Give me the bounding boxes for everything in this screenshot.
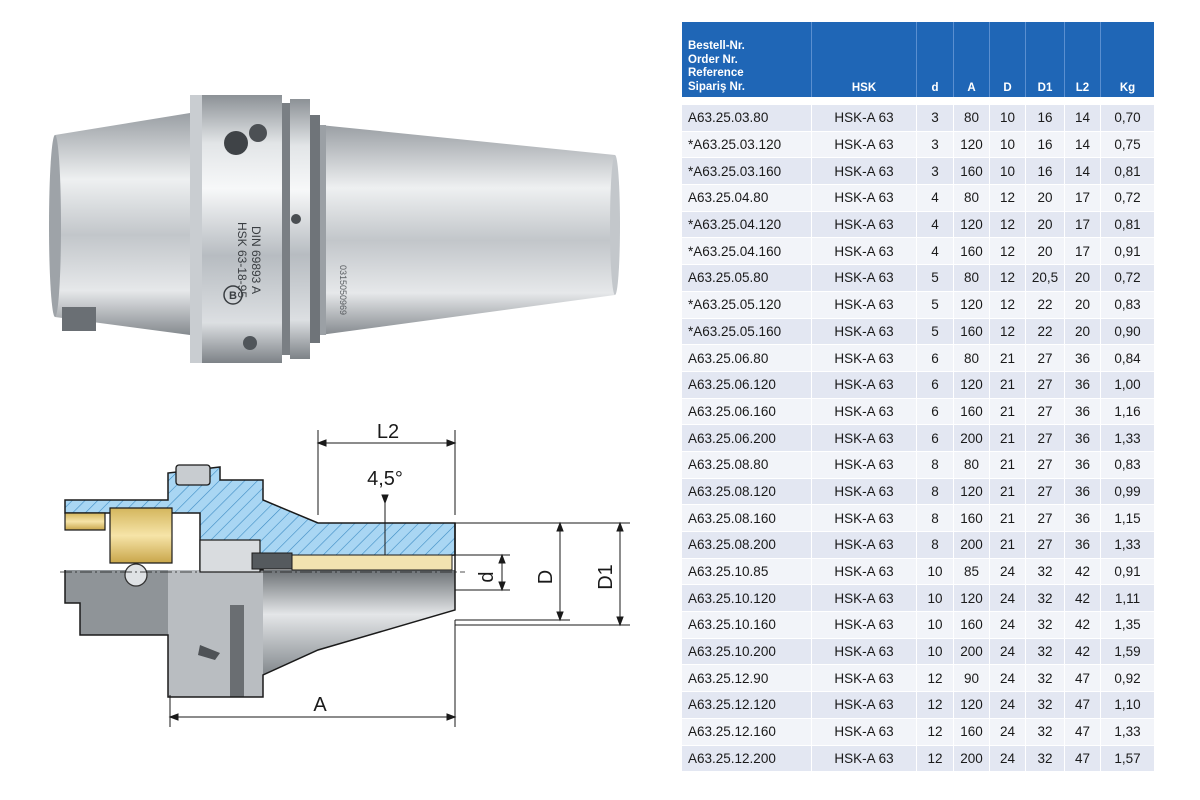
cell-kg: 0,90 — [1101, 319, 1154, 346]
cell-D1: 27 — [1026, 479, 1065, 506]
cell-hsk: HSK-A 63 — [812, 452, 917, 479]
cell-L2: 36 — [1065, 479, 1101, 506]
cell-hsk: HSK-A 63 — [812, 532, 917, 559]
cell-A: 80 — [954, 345, 990, 372]
table-row — [682, 292, 1154, 319]
cell-D: 21 — [990, 399, 1026, 426]
cell-hsk: HSK-A 63 — [812, 692, 917, 719]
cell-D: 21 — [990, 425, 1026, 452]
table-row — [682, 425, 1154, 452]
cell-D: 21 — [990, 479, 1026, 506]
cell-L2: 42 — [1065, 639, 1101, 666]
cell-D1: 16 — [1026, 97, 1065, 132]
cell-D1: 32 — [1026, 639, 1065, 666]
cell-kg: 0,99 — [1101, 479, 1154, 506]
cell-A: 160 — [954, 238, 990, 265]
cell-hsk: HSK-A 63 — [812, 238, 917, 265]
cell-d: 10 — [917, 559, 954, 586]
cell-L2: 36 — [1065, 399, 1101, 426]
cell-D1: 27 — [1026, 532, 1065, 559]
table-row — [682, 505, 1154, 532]
cell-D: 21 — [990, 505, 1026, 532]
hsk-shank — [55, 113, 190, 335]
cell-kg: 1,57 — [1101, 746, 1154, 773]
cell-A: 120 — [954, 212, 990, 239]
cell-D1: 32 — [1026, 585, 1065, 612]
cell-kg: 0,81 — [1101, 212, 1154, 239]
cell-D: 10 — [990, 158, 1026, 185]
cell-reference: A63.25.06.120 — [682, 372, 812, 399]
cell-D1: 32 — [1026, 719, 1065, 746]
cell-kg: 0,84 — [1101, 345, 1154, 372]
cell-L2: 14 — [1065, 158, 1101, 185]
cell-L2: 20 — [1065, 319, 1101, 346]
cell-A: 80 — [954, 97, 990, 132]
header-A: A — [954, 22, 990, 97]
cell-L2: 20 — [1065, 292, 1101, 319]
cell-L2: 17 — [1065, 185, 1101, 212]
engraving-line1: HSK 63-18-95 — [235, 221, 249, 299]
cell-A: 120 — [954, 132, 990, 159]
cell-A: 160 — [954, 612, 990, 639]
cell-D: 24 — [990, 692, 1026, 719]
cell-L2: 36 — [1065, 425, 1101, 452]
cell-reference: A63.25.12.120 — [682, 692, 812, 719]
cell-L2: 17 — [1065, 238, 1101, 265]
header-reference — [682, 22, 812, 97]
cell-A: 160 — [954, 158, 990, 185]
cell-L2: 47 — [1065, 692, 1101, 719]
cell-d: 8 — [917, 452, 954, 479]
cell-A: 200 — [954, 425, 990, 452]
cell-reference: A63.25.08.160 — [682, 505, 812, 532]
table-row — [682, 452, 1154, 479]
nose-end-face — [610, 155, 620, 295]
cell-L2: 36 — [1065, 345, 1101, 372]
header-D1: D1 — [1026, 22, 1065, 97]
cell-reference: A63.25.12.200 — [682, 746, 812, 773]
cell-L2: 42 — [1065, 559, 1101, 586]
cell-D: 12 — [990, 265, 1026, 292]
cell-reference: A63.25.08.120 — [682, 479, 812, 506]
cell-D1: 20,5 — [1026, 265, 1065, 292]
cell-D1: 27 — [1026, 425, 1065, 452]
header-D: D — [990, 22, 1026, 97]
cell-reference: A63.25.04.80 — [682, 185, 812, 212]
header-kg: Kg — [1101, 22, 1154, 97]
cell-hsk: HSK-A 63 — [812, 746, 917, 773]
label-angle: 4,5° — [367, 468, 403, 490]
cell-hsk: HSK-A 63 — [812, 319, 917, 346]
cell-L2: 17 — [1065, 212, 1101, 239]
cell-L2: 47 — [1065, 746, 1101, 773]
coolant-screw — [252, 553, 292, 569]
cell-kg: 0,83 — [1101, 452, 1154, 479]
cell-d: 12 — [917, 692, 954, 719]
cell-A: 160 — [954, 505, 990, 532]
cell-D: 24 — [990, 746, 1026, 773]
cell-d: 3 — [917, 158, 954, 185]
cell-reference: A63.25.12.160 — [682, 719, 812, 746]
table-row — [682, 212, 1154, 239]
cell-d: 8 — [917, 505, 954, 532]
cell-d: 6 — [917, 425, 954, 452]
cell-D: 21 — [990, 372, 1026, 399]
cell-kg: 1,10 — [1101, 692, 1154, 719]
cell-d: 6 — [917, 399, 954, 426]
table-row — [682, 158, 1154, 185]
cell-hsk: HSK-A 63 — [812, 665, 917, 692]
cell-D1: 22 — [1026, 292, 1065, 319]
cell-hsk: HSK-A 63 — [812, 158, 917, 185]
cell-L2: 14 — [1065, 132, 1101, 159]
header-L2: L2 — [1065, 22, 1101, 97]
table-body — [682, 97, 1154, 772]
cell-d: 4 — [917, 185, 954, 212]
cell-kg: 1,33 — [1101, 719, 1154, 746]
table-row — [682, 585, 1154, 612]
cell-hsk: HSK-A 63 — [812, 639, 917, 666]
cell-A: 80 — [954, 185, 990, 212]
tapered-nose — [320, 125, 615, 335]
cell-kg: 0,91 — [1101, 238, 1154, 265]
lower-groove — [230, 605, 244, 697]
cell-D: 21 — [990, 532, 1026, 559]
cell-D: 12 — [990, 185, 1026, 212]
cell-kg: 1,16 — [1101, 399, 1154, 426]
cell-D1: 27 — [1026, 399, 1065, 426]
header-ref-fr: Reference — [688, 67, 744, 79]
cell-D: 24 — [990, 665, 1026, 692]
cell-kg: 0,83 — [1101, 292, 1154, 319]
table-row — [682, 372, 1154, 399]
cell-hsk: HSK-A 63 — [812, 585, 917, 612]
cell-D1: 20 — [1026, 238, 1065, 265]
cell-hsk: HSK-A 63 — [812, 505, 917, 532]
cell-kg: 1,33 — [1101, 425, 1154, 452]
cell-D1: 27 — [1026, 372, 1065, 399]
cell-reference: A63.25.06.80 — [682, 345, 812, 372]
cell-d: 10 — [917, 585, 954, 612]
cell-kg: 1,15 — [1101, 505, 1154, 532]
cell-D: 24 — [990, 719, 1026, 746]
cell-kg: 1,33 — [1101, 532, 1154, 559]
cell-kg: 0,91 — [1101, 559, 1154, 586]
cell-hsk: HSK-A 63 — [812, 372, 917, 399]
table-row — [682, 612, 1154, 639]
table-row — [682, 746, 1154, 773]
cell-kg: 1,59 — [1101, 639, 1154, 666]
cell-A: 160 — [954, 399, 990, 426]
cell-hsk: HSK-A 63 — [812, 345, 917, 372]
cell-reference: *A63.25.05.120 — [682, 292, 812, 319]
cell-A: 120 — [954, 479, 990, 506]
cell-d: 5 — [917, 292, 954, 319]
cell-d: 10 — [917, 639, 954, 666]
cell-kg: 0,75 — [1101, 132, 1154, 159]
cell-D1: 20 — [1026, 185, 1065, 212]
table-row — [682, 345, 1154, 372]
cell-reference: *A63.25.05.160 — [682, 319, 812, 346]
collar — [290, 99, 310, 359]
cell-D1: 32 — [1026, 612, 1065, 639]
table-row — [682, 238, 1154, 265]
cell-A: 200 — [954, 532, 990, 559]
cell-hsk: HSK-A 63 — [812, 185, 917, 212]
cell-L2: 42 — [1065, 612, 1101, 639]
cell-reference: A63.25.08.80 — [682, 452, 812, 479]
cell-D: 10 — [990, 97, 1026, 132]
cell-d: 6 — [917, 345, 954, 372]
table-header-row — [682, 22, 1154, 97]
cell-A: 200 — [954, 639, 990, 666]
cell-reference: *A63.25.03.160 — [682, 158, 812, 185]
cell-A: 80 — [954, 265, 990, 292]
cell-D1: 16 — [1026, 158, 1065, 185]
cell-hsk: HSK-A 63 — [812, 292, 917, 319]
cell-A: 85 — [954, 559, 990, 586]
engraving-line2: DIN 69893 A — [249, 225, 263, 295]
cell-D1: 27 — [1026, 505, 1065, 532]
cell-L2: 20 — [1065, 265, 1101, 292]
cell-reference: A63.25.05.80 — [682, 265, 812, 292]
cell-L2: 36 — [1065, 452, 1101, 479]
cell-A: 90 — [954, 665, 990, 692]
cell-D1: 32 — [1026, 692, 1065, 719]
label-d: d — [476, 571, 498, 583]
header-hsk: HSK — [812, 22, 917, 97]
logo-letter: B — [229, 290, 237, 302]
cell-D1: 27 — [1026, 345, 1065, 372]
cell-D: 12 — [990, 292, 1026, 319]
cell-reference: *A63.25.03.120 — [682, 132, 812, 159]
engraving — [235, 222, 263, 298]
label-L2: L2 — [376, 421, 400, 443]
cell-A: 160 — [954, 719, 990, 746]
cell-hsk: HSK-A 63 — [812, 265, 917, 292]
cell-kg: 1,11 — [1101, 585, 1154, 612]
groove-2 — [310, 115, 320, 343]
cell-D: 24 — [990, 559, 1026, 586]
cell-A: 120 — [954, 292, 990, 319]
table-row — [682, 532, 1154, 559]
nose-shade — [320, 125, 326, 335]
cell-reference: A63.25.10.120 — [682, 585, 812, 612]
cell-L2: 36 — [1065, 532, 1101, 559]
cell-reference: A63.25.06.160 — [682, 399, 812, 426]
flange-hole-top — [224, 131, 248, 155]
cell-reference: *A63.25.04.120 — [682, 212, 812, 239]
table-row — [682, 185, 1154, 212]
label-A: A — [313, 694, 327, 716]
cell-hsk: HSK-A 63 — [812, 212, 917, 239]
cell-d: 4 — [917, 212, 954, 239]
cell-D1: 32 — [1026, 559, 1065, 586]
cell-D1: 32 — [1026, 746, 1065, 773]
cell-D1: 20 — [1026, 212, 1065, 239]
cell-d: 6 — [917, 372, 954, 399]
cell-hsk: HSK-A 63 — [812, 132, 917, 159]
table-row — [682, 665, 1154, 692]
cell-hsk: HSK-A 63 — [812, 97, 917, 132]
brass-insert — [65, 513, 105, 530]
cell-kg: 1,35 — [1101, 612, 1154, 639]
serial-number: 0315050969 — [338, 264, 348, 316]
label-D1: D1 — [595, 564, 617, 590]
label-D: D — [535, 569, 557, 585]
serial-engraving — [338, 265, 348, 315]
cell-kg: 1,00 — [1101, 372, 1154, 399]
header-ref-tr: Sipariş Nr. — [688, 80, 745, 93]
flange-hole-bottom — [243, 336, 257, 350]
cell-d: 8 — [917, 532, 954, 559]
shank-end-face — [49, 135, 61, 317]
cell-D: 12 — [990, 319, 1026, 346]
table-row — [682, 639, 1154, 666]
cell-reference: A63.25.03.80 — [682, 97, 812, 132]
header-ref-de: Bestell-Nr. — [688, 40, 745, 52]
cell-kg: 0,81 — [1101, 158, 1154, 185]
cell-d: 12 — [917, 665, 954, 692]
cell-L2: 36 — [1065, 505, 1101, 532]
table-row — [682, 399, 1154, 426]
cell-hsk: HSK-A 63 — [812, 719, 917, 746]
cell-L2: 14 — [1065, 97, 1101, 132]
cell-d: 12 — [917, 719, 954, 746]
cell-reference: A63.25.10.85 — [682, 559, 812, 586]
cell-kg: 0,72 — [1101, 185, 1154, 212]
shank-key-slot — [62, 307, 96, 331]
product-photo — [40, 85, 640, 385]
cell-hsk: HSK-A 63 — [812, 612, 917, 639]
set-screw — [291, 214, 301, 224]
cell-d: 3 — [917, 97, 954, 132]
cell-d: 10 — [917, 612, 954, 639]
cell-D1: 32 — [1026, 665, 1065, 692]
brass-sleeve — [110, 508, 172, 563]
cell-D1: 27 — [1026, 452, 1065, 479]
cell-D: 10 — [990, 132, 1026, 159]
cell-hsk: HSK-A 63 — [812, 399, 917, 426]
table-row — [682, 559, 1154, 586]
lower-flange — [168, 570, 263, 697]
cell-kg: 0,72 — [1101, 265, 1154, 292]
cell-reference: A63.25.10.200 — [682, 639, 812, 666]
cell-A: 200 — [954, 746, 990, 773]
cell-kg: 0,70 — [1101, 97, 1154, 132]
cell-D1: 16 — [1026, 132, 1065, 159]
flange-band — [190, 95, 202, 363]
lower-ball — [125, 564, 147, 586]
cell-d: 5 — [917, 265, 954, 292]
table-row — [682, 265, 1154, 292]
inner-bore — [200, 540, 260, 572]
cell-reference: *A63.25.04.160 — [682, 238, 812, 265]
table-row — [682, 692, 1154, 719]
cell-D: 21 — [990, 345, 1026, 372]
cell-hsk: HSK-A 63 — [812, 479, 917, 506]
cell-d: 3 — [917, 132, 954, 159]
cell-L2: 47 — [1065, 719, 1101, 746]
cell-D: 24 — [990, 639, 1026, 666]
cell-hsk: HSK-A 63 — [812, 425, 917, 452]
cell-A: 120 — [954, 692, 990, 719]
cell-L2: 42 — [1065, 585, 1101, 612]
cell-reference: A63.25.12.90 — [682, 665, 812, 692]
cell-A: 120 — [954, 372, 990, 399]
groove-1 — [282, 103, 290, 355]
cell-D: 24 — [990, 585, 1026, 612]
cell-d: 5 — [917, 319, 954, 346]
cell-A: 80 — [954, 452, 990, 479]
flange-hole-mid — [249, 124, 267, 142]
cell-reference: A63.25.06.200 — [682, 425, 812, 452]
table-row — [682, 319, 1154, 346]
cell-kg: 0,92 — [1101, 665, 1154, 692]
cell-d: 8 — [917, 479, 954, 506]
header-ref-en: Order Nr. — [688, 53, 738, 66]
cell-D1: 22 — [1026, 319, 1065, 346]
table-row — [682, 132, 1154, 159]
cell-d: 12 — [917, 746, 954, 773]
cell-d: 4 — [917, 238, 954, 265]
table-row — [682, 719, 1154, 746]
table-row — [682, 479, 1154, 506]
cell-reference: A63.25.10.160 — [682, 612, 812, 639]
section-top-slot — [176, 465, 210, 485]
cell-hsk: HSK-A 63 — [812, 559, 917, 586]
cell-D: 12 — [990, 212, 1026, 239]
cell-L2: 47 — [1065, 665, 1101, 692]
technical-drawing — [40, 405, 660, 735]
spec-table — [682, 22, 1154, 772]
cell-A: 160 — [954, 319, 990, 346]
cell-D: 21 — [990, 452, 1026, 479]
cell-L2: 36 — [1065, 372, 1101, 399]
cell-reference: A63.25.08.200 — [682, 532, 812, 559]
cell-D: 24 — [990, 612, 1026, 639]
cell-D: 12 — [990, 238, 1026, 265]
cell-A: 120 — [954, 585, 990, 612]
clamp-bore — [292, 555, 452, 570]
header-d: d — [917, 22, 954, 97]
table-row — [682, 97, 1154, 132]
